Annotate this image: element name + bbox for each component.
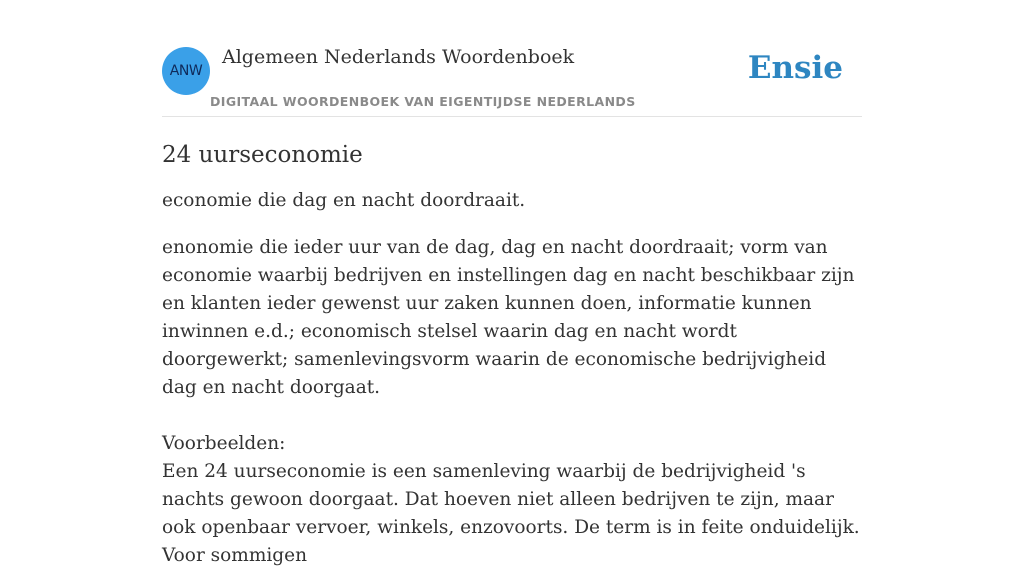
site-header [162,44,862,117]
short-definition: economie die dag en nacht doordraait. [162,190,526,211]
entry-content [162,138,862,570]
example-text: Een 24 uurseconomie is een samenleving waarbij de bedrijvigheid 's nachts gewoon doorgaat. Dat hoeven niet alleen bedrijven te zijn, maar ook openbaar vervoer, winkels, enzovoorts. De term is in feite onduidelijk. Voor sommigen [162,461,860,566]
anw-logo[interactable]: ANW [162,47,210,95]
entry-headword: 24 uurseconomie [162,142,363,168]
ensie-brand-logo[interactable]: Ensie [747,50,843,86]
site-subtitle: DIGITAAL WOORDENBOEK VAN EIGENTIJDSE NEDERLANDS [210,94,636,109]
long-definition: enonomie die ieder uur van de dag, dag en nacht doordraait; vorm van economie waarbij bedrijven en instellingen dag en nacht beschikbaar zijn en klanten ieder gewenst uur zaken kunnen doen, informatie kunnen inwinnen e.d.; economisch stelsel waarin dag en nacht wordt doorgewerkt; samenlevingsvorm waarin de economische bedrijvigheid dag en nacht doorgaat. [162,237,855,398]
examples-label: Voorbeelden: [162,433,286,454]
site-title[interactable]: Algemeen Nederlands Woordenboek [222,46,575,68]
